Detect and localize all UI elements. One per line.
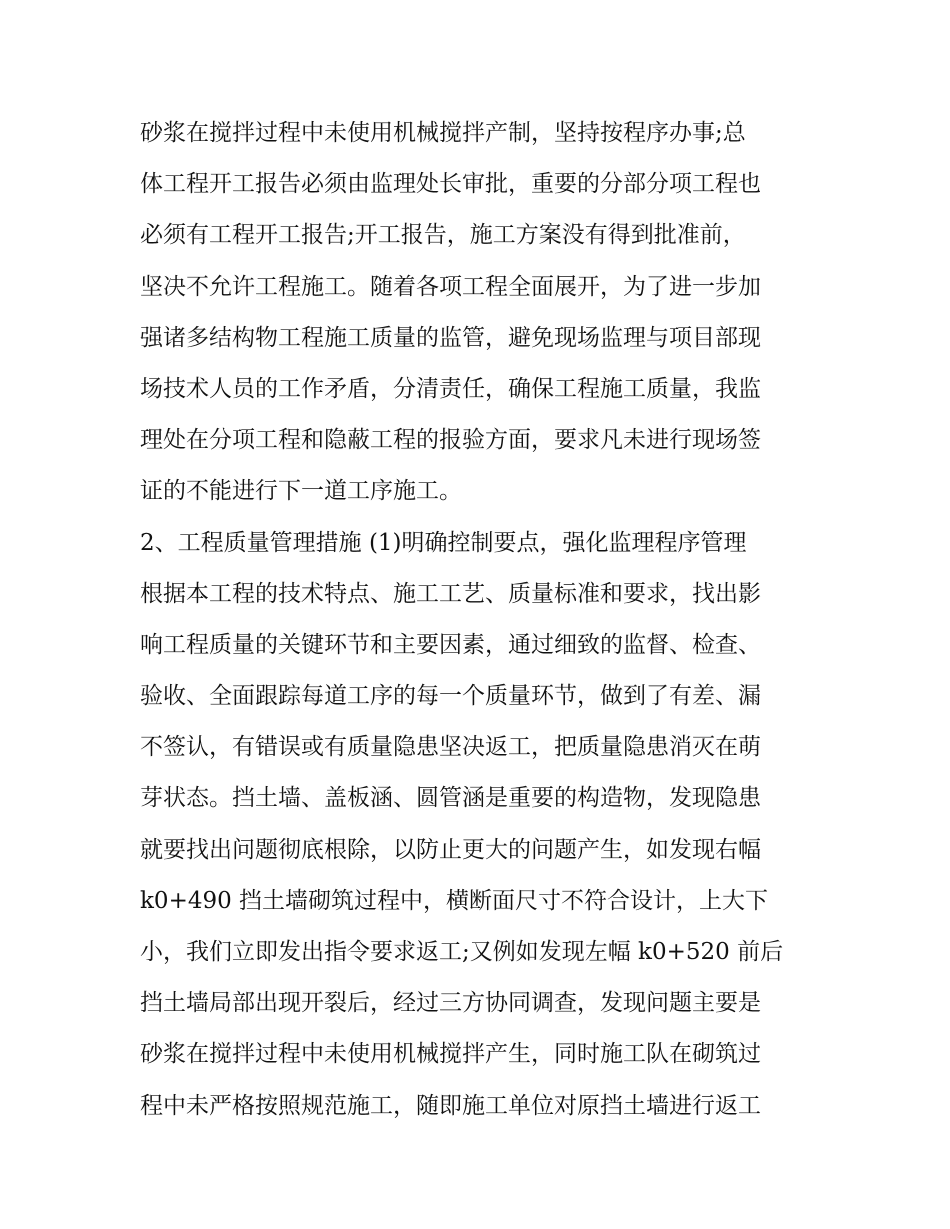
text-line-5: 强诸多结构物工程施工质量的监管，避免现场监理与项目部现 [140,324,761,351]
text-line-12: 验收、全面跟踪每道工序的每一个质量环节，做到了有差、漏 [140,683,761,710]
text-line-20: 程中未严格按照规范施工，随即施工单位对原挡土墙进行返工 [140,1092,761,1119]
text-line-6: 场技术人员的工作矛盾，分清责任，确保工程施工质量，我监 [140,375,761,402]
text-line-4: 坚决不允许工程施工。随着各项工程全面展开，为了进一步加 [140,273,761,300]
section-heading-line: 2、工程质量管理措施 (1)明确控制要点，强化监理程序管理 [140,529,747,556]
text-line-10: 根据本工程的技术特点、施工工艺、质量标准和要求，找出影 [140,580,761,607]
text-line-3: 必须有工程开工报告;开工报告，施工方案没有得到批准前， [140,222,746,249]
text-line-11: 响工程质量的关键环节和主要因素，通过细致的监督、检查、 [140,631,761,658]
text-line-17: 小，我们立即发出指令要求返工;又例如发现左幅 k0+520 前后 [140,939,784,965]
text-line-2: 体工程开工报告必须由监理处长审批，重要的分部分项工程也 [140,171,761,198]
text-line-16: k0+490 挡土墙砌筑过程中，横断面尺寸不符合设计，上大下 [140,887,769,914]
body-text [140,108,820,1132]
text-line-1: 砂浆在搅拌过程中未使用机械搅拌产制，坚持按程序办事;总 [140,120,746,146]
text-line-19: 砂浆在搅拌过程中未使用机械搅拌产生，同时施工队在砌筑过 [140,1041,761,1068]
text-line-8: 证的不能进行下一道工序施工。 [140,478,462,505]
text-line-15: 就要找出问题彻底根除，以防止更大的问题产生，如发现右幅 [140,836,761,863]
text-line-13: 不签认，有错误或有质量隐患坚决返工，把质量隐患消灭在萌 [140,734,761,761]
text-line-7: 理处在分项工程和隐蔽工程的报验方面，要求凡未进行现场签 [140,427,761,454]
text-line-14: 芽状态。挡土墙、盖板涵、圆管涵是重要的构造物，发现隐患 [140,785,761,812]
text-line-18: 挡土墙局部出现开裂后，经过三方协同调查，发现问题主要是 [140,990,761,1017]
